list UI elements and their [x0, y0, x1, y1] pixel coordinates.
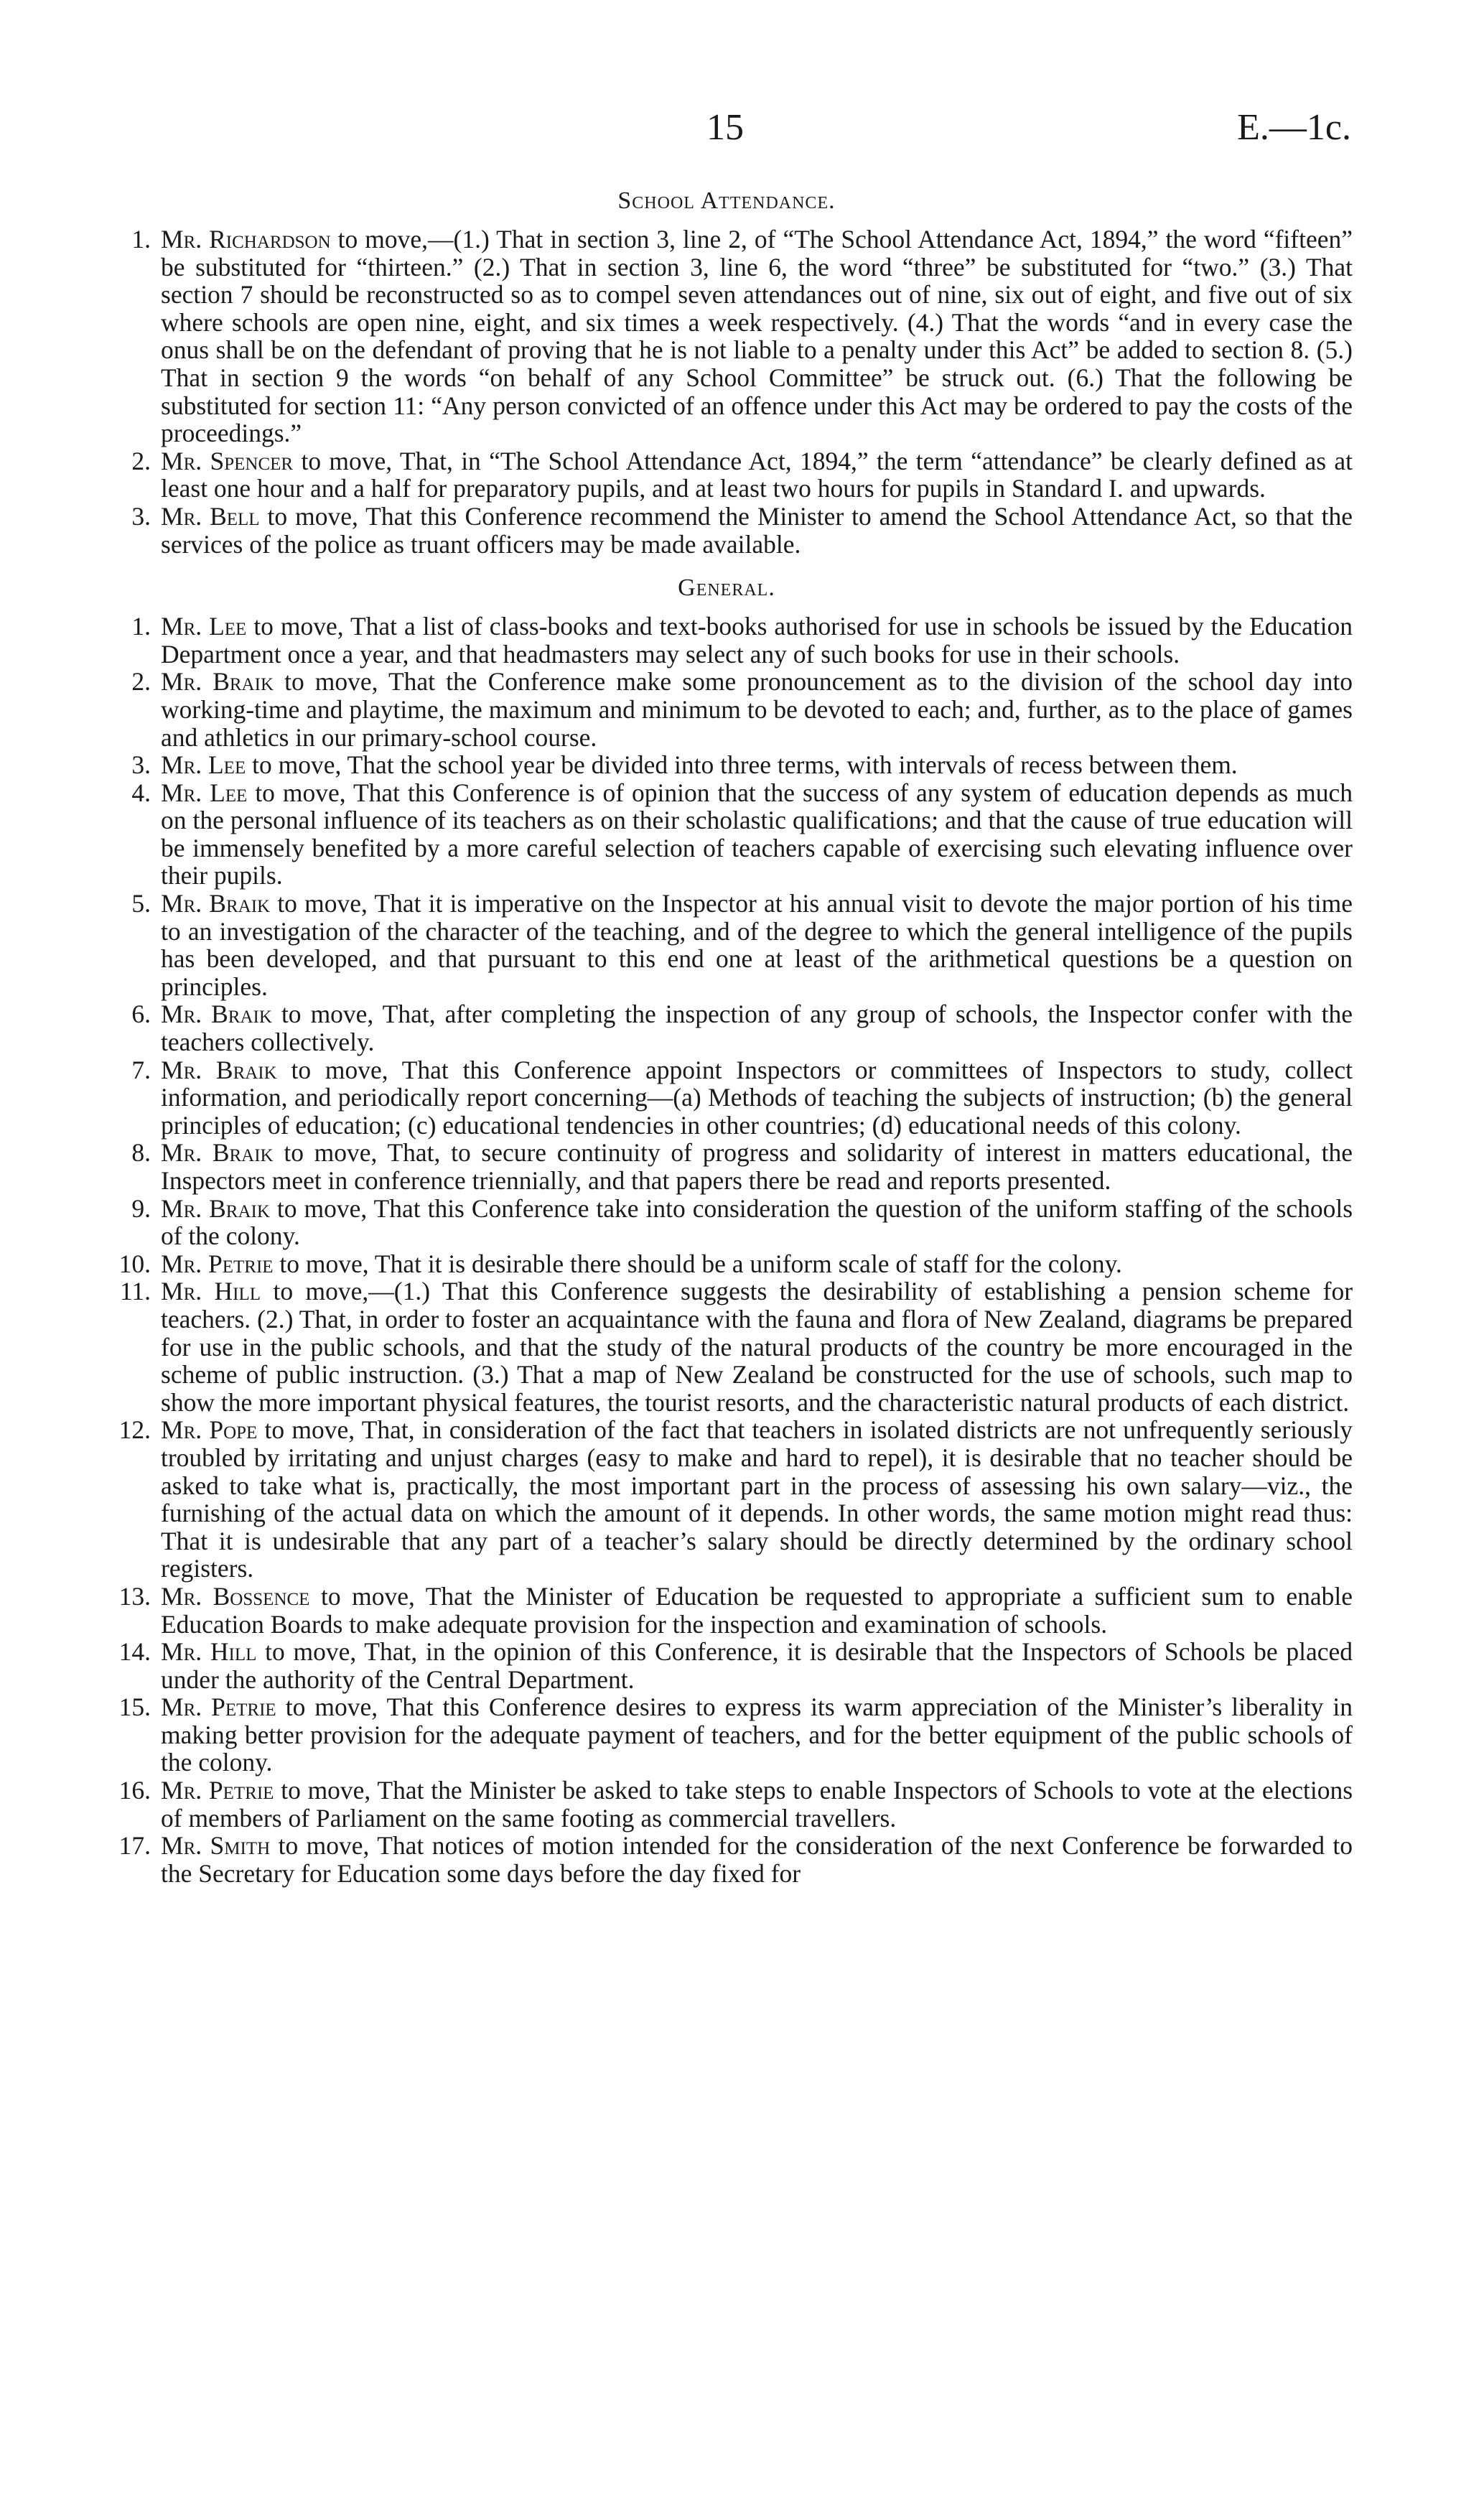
motion-text: to move, That the school year be divided into three terms, with intervals of recess between them. — [252, 750, 1238, 780]
mover-name: Mr. Petrie — [161, 1692, 276, 1722]
motion-number: 15. — [118, 1692, 151, 1722]
mover-name: Mr. Braik — [161, 889, 271, 918]
motion-text: to move, That it is desirable there should be a uniform scale of staff for the colony. — [279, 1249, 1122, 1278]
mover-name: Mr. Petrie — [161, 1776, 274, 1805]
motion-text: to move, That, after completing the inspection of any group of schools, the Inspector confer with the teachers collectively. — [161, 1000, 1353, 1057]
mover-name: Mr. Braik — [161, 1193, 270, 1223]
mover-name: Mr. Lee — [161, 612, 247, 641]
motion-text: to move, That this Conference desires to express its warm appreciation of the Minister’s liberality in making better provision for the adequate payment of teachers, and for the better equipment of the public schools of the colony. — [161, 1692, 1353, 1777]
mover-name: Mr. Richardson — [161, 225, 331, 253]
motion-text: to move, That a list of class-books and text-books authorised for use in schools be issued by the Education Department once a year, and that headmasters may select any of such books for use in their schools. — [161, 612, 1353, 669]
motion-number: 1. — [131, 612, 151, 641]
motion-item — [101, 1250, 1353, 1278]
motion-number: 16. — [118, 1776, 151, 1805]
motion-list — [101, 225, 1353, 558]
motion-text: to move, That this Conference is of opinion that the success of any system of education depends as much on the personal influence of its teachers as on their scholastic qualifications; and that the cause of true education will be immensely benefited by a more careful selection of teachers capable of exercising such elevating influence over their pupils. — [161, 778, 1353, 890]
mover-name: Mr. Pope — [161, 1415, 258, 1445]
motion-item — [101, 1195, 1353, 1250]
mover-name: Mr. Hill — [161, 1637, 257, 1667]
mover-name: Mr. Bell — [161, 501, 260, 531]
motion-number: 1. — [131, 225, 151, 253]
mover-name: Mr. Braik — [161, 1055, 277, 1084]
motion-number: 9. — [131, 1193, 151, 1223]
mover-name: Mr. Braik — [161, 1138, 274, 1168]
mover-name: Mr. Hill — [161, 1277, 261, 1306]
section-school-attendance — [101, 184, 1353, 558]
motion-number: 12. — [118, 1415, 151, 1445]
motion-text: to move,—(1.) That this Conference suggests the desirability of establishing a pension scheme for teachers. (2.) That, in order to foster an acquaintance with the fauna and flora of New Zealand, diagrams be prepared for use in the public schools, and that the study of the natural products of the country be more encouraged in the scheme of public instruction. (3.) That a map of New Zealand be constructed for the use of schools, such map to show the more important physical features, the tourist resorts, and the characteristic natural products of each district. — [161, 1277, 1353, 1417]
motion-number: 11. — [119, 1277, 151, 1306]
motion-item — [101, 503, 1353, 558]
motion-number: 6. — [131, 1000, 151, 1029]
motion-item — [101, 668, 1353, 751]
section-title: School Attendance. — [617, 187, 836, 214]
mover-name: Mr. Braik — [161, 667, 274, 697]
motion-number: 7. — [131, 1055, 151, 1084]
motion-text: to move, That the Minister of Education be requested to appropriate a sufficient sum to enable Education Boards to make adequate provision for the inspection and examination of schools. — [161, 1581, 1353, 1639]
mover-name: Mr. Lee — [161, 778, 248, 807]
motion-item — [101, 1056, 1353, 1140]
motion-number: 3. — [131, 501, 151, 531]
page-header — [0, 106, 1484, 157]
section-general — [101, 571, 1353, 1887]
mover-name: Mr. Petrie — [161, 1249, 274, 1278]
page-number: 15 — [706, 107, 744, 148]
document-reference: E.—1c. — [1237, 107, 1351, 148]
motion-text: to move, That notices of motion intended for the consideration of the next Conference be forwarded to the Secretary for Education some days before the day fixed for — [161, 1831, 1353, 1888]
motion-number: 8. — [131, 1138, 151, 1168]
motion-text: to move, That, to secure continuity of progress and solidarity of interest in matters educational, the Inspectors meet in conference triennially, and that papers there be read and reports presented. — [161, 1138, 1353, 1195]
motion-item — [101, 1777, 1353, 1832]
motion-item — [101, 1416, 1353, 1583]
mover-name: Mr. Spencer — [161, 446, 294, 475]
motion-item — [101, 1638, 1353, 1693]
motion-text: to move, That it is imperative on the Inspector at his annual visit to devote the major portion of his time to an investigation of the character of the teaching, and of the degree to which the general intelligence of the pupils has been developed, and that pursuant to this end one at least of the arithmetical questions be a question on principles. — [161, 889, 1353, 1001]
motion-text: to move, That the Conference make some pronouncement as to the division of the school day into working-time and playtime, the maximum and minimum to be devoted to each; and, further, as to the place of games and athletics in our primary-school course. — [161, 667, 1353, 752]
mover-name: Mr. Bossence — [161, 1581, 310, 1611]
motion-text: to move, That this Conference recommend the Minister to amend the School Attendance Act, so that the services of the police as truant officers may be made available. — [161, 501, 1353, 559]
motion-number: 14. — [118, 1637, 151, 1667]
motion-number: 3. — [131, 750, 151, 780]
motion-item — [101, 1583, 1353, 1638]
motion-list — [101, 613, 1353, 1887]
motion-item — [101, 613, 1353, 668]
motion-item — [101, 1832, 1353, 1887]
motion-number: 13. — [118, 1581, 151, 1611]
motion-text: to move, That, in “The School Attendance Act, 1894,” the term “attendance” be clearly defined as at least one hour and a half for preparatory pupils, and at least two hours for pupils in Standard I. and upwards. — [161, 446, 1353, 503]
motion-item — [101, 779, 1353, 890]
motion-item — [101, 1277, 1353, 1416]
mover-name: Mr. Lee — [161, 750, 246, 780]
motion-item — [101, 890, 1353, 1000]
page-content — [101, 178, 1353, 1887]
motion-text: to move, That, in consideration of the fact that teachers in isolated districts are not unfrequently seriously troubled by irritating and unjust charges (easy to make and hard to repel), it is desirable that no teacher should be asked to take what is, practically, the most important part in the process of assessing his own salary—viz., the furnishing of the actual data on which the amount of it depends. In other words, the same motion might read thus: That it is undesirable that any part of a teacher’s salary should be directly determined by the ordinary school registers. — [161, 1415, 1353, 1583]
motion-item — [101, 751, 1353, 779]
motion-text: to move, That the Minister be asked to take steps to enable Inspectors of Schools to vote at the elections of members of Parliament on the same footing as commercial travellers. — [161, 1776, 1353, 1833]
motion-text: to move, That this Conference appoint Inspectors or committees of Inspectors to study, collect information, and periodically report concerning—(a) Methods of teaching the subjects of instruction; (b) the general principles of education; (c) educational tendencies in other countries; (d) educational needs of this colony. — [161, 1055, 1353, 1140]
motion-item — [101, 1000, 1353, 1056]
motion-number: 2. — [131, 446, 151, 475]
motion-item — [101, 225, 1353, 447]
motion-text: to move, That, in the opinion of this Conference, it is desirable that the Inspectors of Schools be placed under the authority of the Central Department. — [161, 1637, 1353, 1694]
motion-number: 17. — [118, 1831, 151, 1861]
motion-number: 2. — [131, 667, 151, 697]
motion-number: 5. — [131, 889, 151, 918]
motion-number: 4. — [131, 778, 151, 807]
motion-item — [101, 447, 1353, 503]
motion-text: to move,—(1.) That in section 3, line 2, of “The School Attendance Act, 1894,” the word “fifteen” be substituted for “thirteen.” (2.) That in section 3, line 6, the word “three” be substituted for “two.” (3.) That section 7 should be reconstructed so as to compel seven attendances out of nine, six out of eight, and five out of six where schools are open nine, eight, and six times a week respectively. (4.) That the words “and in every case the onus shall be on the defendant of proving that he is not liable to a penalty under this Act” be added to section 8. (5.) That in section 9 the words “on behalf of any School Committee” be struck out. (6.) That the following be substituted for section 11: “Any person convicted of an offence under this Act may be ordered to pay the costs of the proceedings.” — [161, 225, 1353, 448]
motion-number: 10. — [118, 1249, 151, 1278]
motion-text: to move, That this Conference take into consideration the question of the uniform staffing of the schools of the colony. — [161, 1193, 1353, 1251]
mover-name: Mr. Smith — [161, 1831, 271, 1861]
section-title: General. — [678, 574, 775, 602]
mover-name: Mr. Braik — [161, 1000, 272, 1029]
motion-item — [101, 1139, 1353, 1194]
motion-item — [101, 1693, 1353, 1777]
